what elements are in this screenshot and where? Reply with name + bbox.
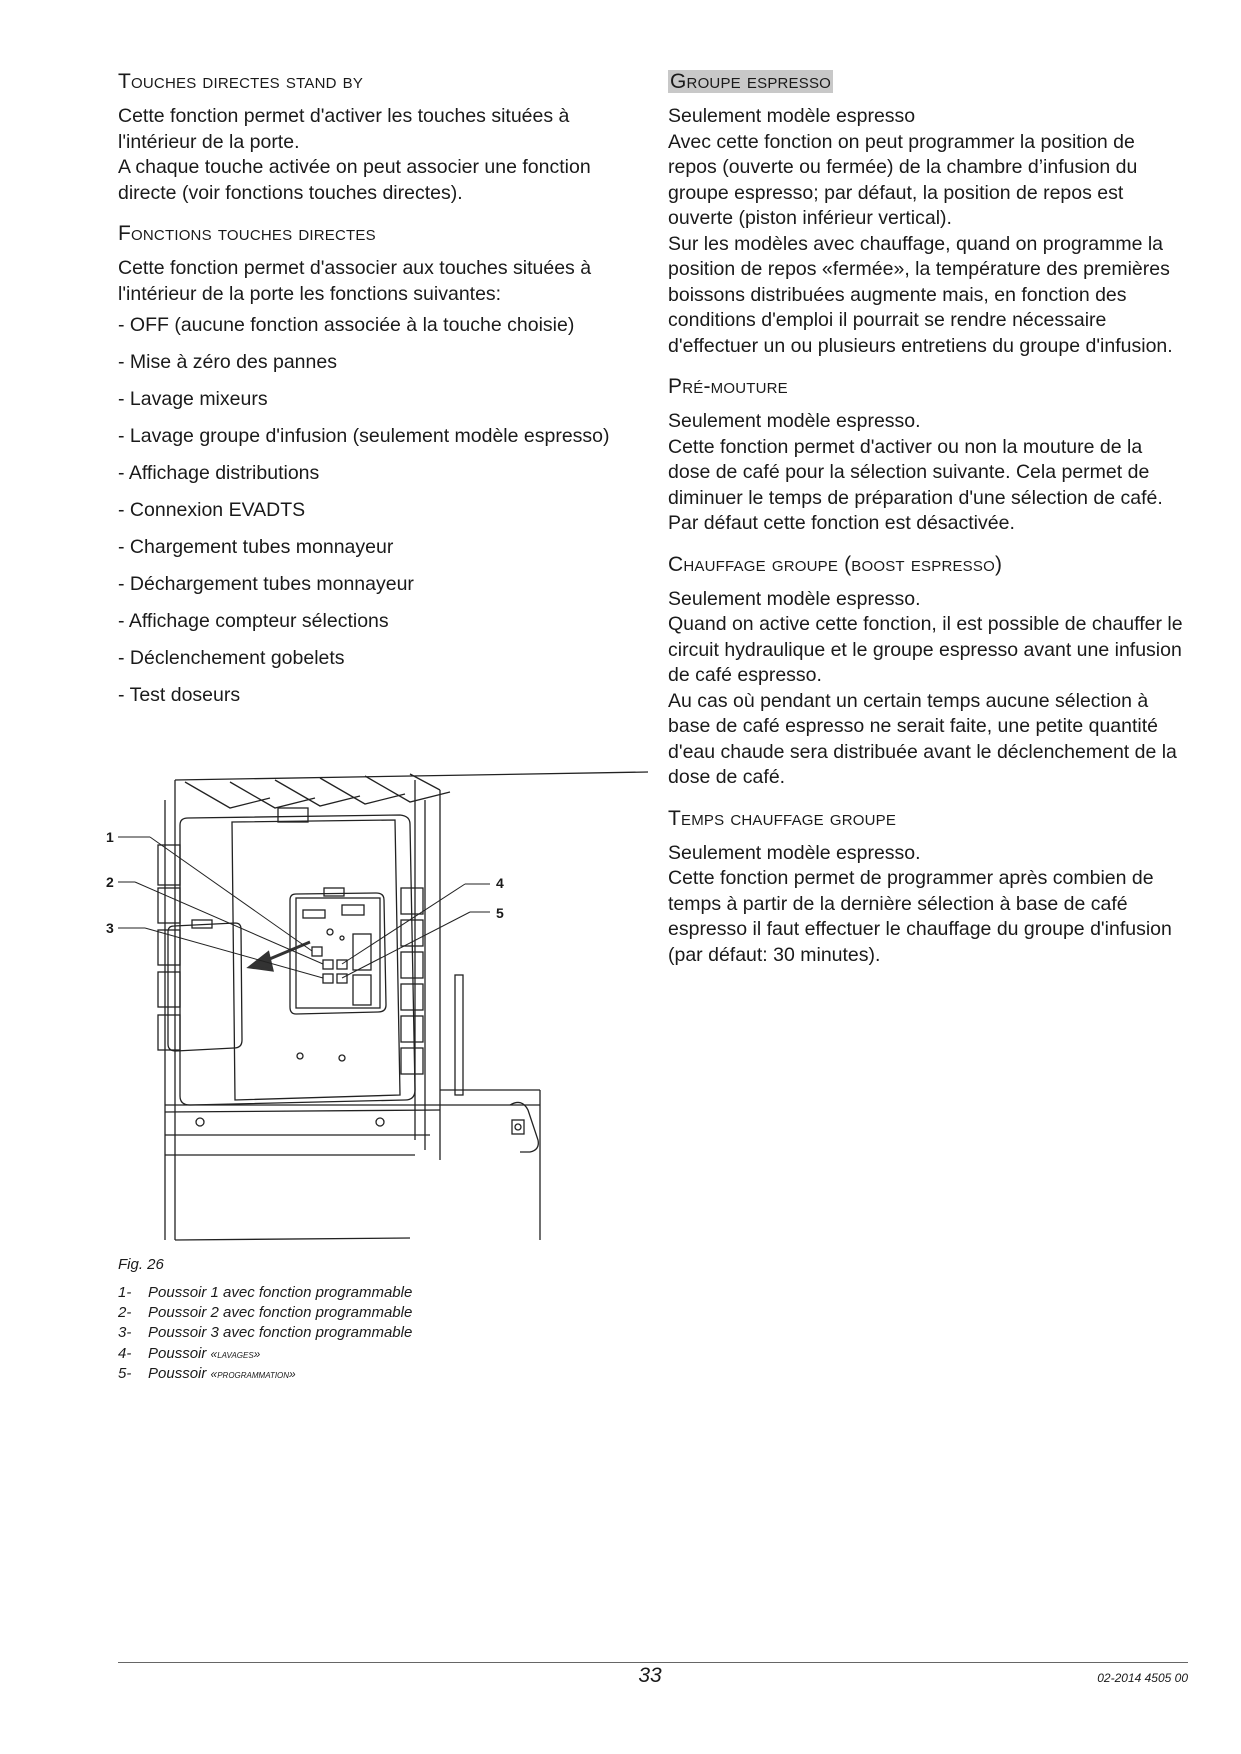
figure-legend [118, 1283, 412, 1384]
callout-5: 5 [496, 905, 504, 921]
legend-number: 5- [118, 1364, 132, 1382]
door-keys-figure [106, 760, 650, 1250]
list-item: - Déclenchement gobelets [118, 646, 638, 672]
section-title-temps-chauffage: Temps chauffage groupe [668, 806, 897, 830]
legend-item [118, 1323, 412, 1343]
list-item: - Mise à zéro des pannes [118, 350, 638, 376]
list-item: - Affichage compteur sélections [118, 609, 638, 635]
legend-text: Poussoir 3 avec fonction programmable [148, 1324, 413, 1342]
list-item: - Chargement tubes monnayeur [118, 535, 638, 561]
document-reference: 02-2014 4505 00 [1097, 1671, 1188, 1685]
callout-1: 1 [106, 829, 114, 845]
section-text-touches-stand-by: Cette fonction permet d'activer les touches situées à l'intérieur de la porte. A chaque touche activée on peut associer une fonction directe (voir fonctions touches directes). [118, 105, 591, 204]
legend-tag: «lavages» [210, 1346, 261, 1361]
legend-number: 1- [118, 1284, 132, 1301]
legend-number: 4- [118, 1344, 132, 1362]
section-title-groupe-espresso [668, 70, 1188, 94]
legend-text: Poussoir 2 avec fonction programmable [148, 1304, 413, 1322]
right-column [668, 62, 1188, 984]
list-item: - Connexion EVADTS [118, 498, 638, 524]
legend-number: 3- [118, 1324, 132, 1342]
legend-item [118, 1364, 412, 1384]
section-title-chauffage-groupe: Chauffage groupe (boost espresso) [668, 552, 1003, 576]
list-item: - Déchargement tubes monnayeur [118, 572, 638, 598]
section-text-chauffage-groupe: Seulement modèle espresso. Quand on active cette fonction, il est possible de chauffer le circuit hydraulique et le groupe espresso avant une infusion de café espresso. Au cas où pendant un certain temps aucune sélection à base de café espresso ne serait faite, une petite quantité d'eau chaude sera distribuée avant le déclenchement de la dose de café. [668, 587, 1183, 788]
left-column [118, 62, 638, 720]
list-item: - Affichage distributions [118, 461, 638, 487]
footer-divider [118, 1662, 1188, 1663]
callout-2: 2 [106, 874, 114, 890]
callout-3: 3 [106, 920, 114, 936]
figure-caption: Fig. 26 [118, 1256, 164, 1273]
legend-text: Poussoir [148, 1344, 211, 1362]
legend-item [118, 1344, 412, 1364]
section-title-pre-mouture: Pré-mouture [668, 375, 788, 398]
highlighted-title: Groupe espresso [670, 70, 832, 93]
legend-item [118, 1283, 412, 1303]
section-title-fonctions-touches: Fonctions touches directes [118, 222, 376, 245]
section-text-groupe-espresso: Seulement modèle espresso Avec cette fonction on peut programmer la position de repos (ouverte ou fermée) de la chambre d’infusion du groupe espresso; par défaut, la position de repos est ouverte (piston inférieur vertical). Sur les modèles avec chauffage, quand on programme la position de repos «fermée», la température des premières boissons distribuées augmente mais, en fonction des conditions d'emploi il pourrait se rendre nécessaire d'effectuer un ou plusieurs entretiens du groupe d'infusion. [668, 105, 1173, 357]
legend-tag: «programmation» [210, 1366, 296, 1381]
legend-text: Poussoir 1 avec fonction programmable [148, 1284, 413, 1301]
list-item: - Lavage groupe d'infusion (seulement modèle espresso) [118, 424, 638, 450]
functions-list [118, 313, 638, 709]
section-text-pre-mouture: Seulement modèle espresso. Cette fonction permet d'activer ou non la mouture de la dose de café pour la sélection suivante. Cela permet de diminuer le temps de préparation d'une sélection de café. Par défaut cette fonction est désactivée. [668, 410, 1163, 534]
page-number: 33 [638, 1664, 662, 1687]
section-title-touches-stand-by: Touches directes stand by [118, 70, 364, 93]
legend-text: Poussoir [148, 1364, 211, 1382]
list-item: - Test doseurs [118, 683, 638, 709]
legend-number: 2- [118, 1304, 132, 1322]
section-text-temps-chauffage: Seulement modèle espresso. Cette fonction permet de programmer après combien de temps à partir de la dernière sélection à base de café espresso il faut effectuer le chauffage du groupe d'infusion (par défaut: 30 minutes). [668, 841, 1172, 966]
callout-4: 4 [496, 875, 504, 891]
list-item: - Lavage mixeurs [118, 387, 638, 413]
list-item: - OFF (aucune fonction associée à la touche choisie) [118, 313, 638, 339]
legend-item [118, 1303, 412, 1323]
section-text-fonctions-touches: Cette fonction permet d'associer aux touches situées à l'intérieur de la porte les fonctions suivantes: [118, 257, 592, 305]
